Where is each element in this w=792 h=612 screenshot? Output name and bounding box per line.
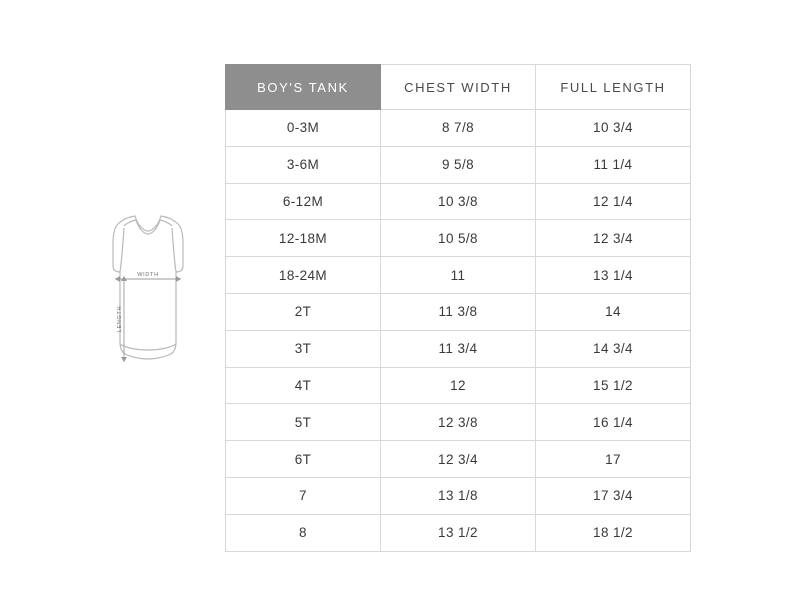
cell-size: 4T (226, 367, 381, 404)
cell-chest-width: 11 3/4 (381, 330, 536, 367)
cell-size: 3-6M (226, 146, 381, 183)
table-row (226, 257, 691, 294)
table-row (226, 183, 691, 220)
cell-chest-width: 12 (381, 367, 536, 404)
cell-chest-width: 10 5/8 (381, 220, 536, 257)
tank-top-outline (113, 216, 183, 359)
cell-full-length: 17 3/4 (536, 477, 691, 514)
table-row (226, 146, 691, 183)
column-header-size: BOY'S TANK (226, 65, 381, 110)
table-header-row (226, 65, 691, 110)
length-label: LENGTH (117, 305, 123, 333)
cell-size: 12-18M (226, 220, 381, 257)
cell-size: 2T (226, 293, 381, 330)
cell-chest-width: 11 (381, 257, 536, 294)
cell-chest-width: 13 1/8 (381, 477, 536, 514)
cell-chest-width: 9 5/8 (381, 146, 536, 183)
cell-chest-width: 10 3/8 (381, 183, 536, 220)
cell-full-length: 17 (536, 441, 691, 478)
table-row (226, 441, 691, 478)
table-row (226, 330, 691, 367)
cell-chest-width: 13 1/2 (381, 514, 536, 551)
cell-full-length: 12 3/4 (536, 220, 691, 257)
cell-size: 3T (226, 330, 381, 367)
cell-size: 8 (226, 514, 381, 551)
cell-chest-width: 8 7/8 (381, 110, 536, 147)
column-header-full-length: FULL LENGTH (536, 65, 691, 110)
garment-diagram (88, 214, 208, 382)
table-row (226, 110, 691, 147)
cell-size: 7 (226, 477, 381, 514)
cell-full-length: 18 1/2 (536, 514, 691, 551)
cell-size: 18-24M (226, 257, 381, 294)
table-row (226, 404, 691, 441)
cell-full-length: 12 1/4 (536, 183, 691, 220)
cell-size: 6-12M (226, 183, 381, 220)
table-row (226, 220, 691, 257)
cell-full-length: 13 1/4 (536, 257, 691, 294)
table-row (226, 514, 691, 551)
table-row (226, 367, 691, 404)
table-row (226, 293, 691, 330)
cell-size: 6T (226, 441, 381, 478)
cell-size: 5T (226, 404, 381, 441)
table-body (226, 110, 691, 552)
cell-full-length: 11 1/4 (536, 146, 691, 183)
cell-chest-width: 11 3/8 (381, 293, 536, 330)
cell-full-length: 15 1/2 (536, 367, 691, 404)
column-header-chest-width: CHEST WIDTH (381, 65, 536, 110)
cell-full-length: 14 (536, 293, 691, 330)
size-chart-table (225, 64, 691, 552)
cell-full-length: 10 3/4 (536, 110, 691, 147)
cell-full-length: 14 3/4 (536, 330, 691, 367)
table-row (226, 477, 691, 514)
width-label: WIDTH (137, 272, 159, 278)
cell-size: 0-3M (226, 110, 381, 147)
cell-full-length: 16 1/4 (536, 404, 691, 441)
cell-chest-width: 12 3/4 (381, 441, 536, 478)
cell-chest-width: 12 3/8 (381, 404, 536, 441)
